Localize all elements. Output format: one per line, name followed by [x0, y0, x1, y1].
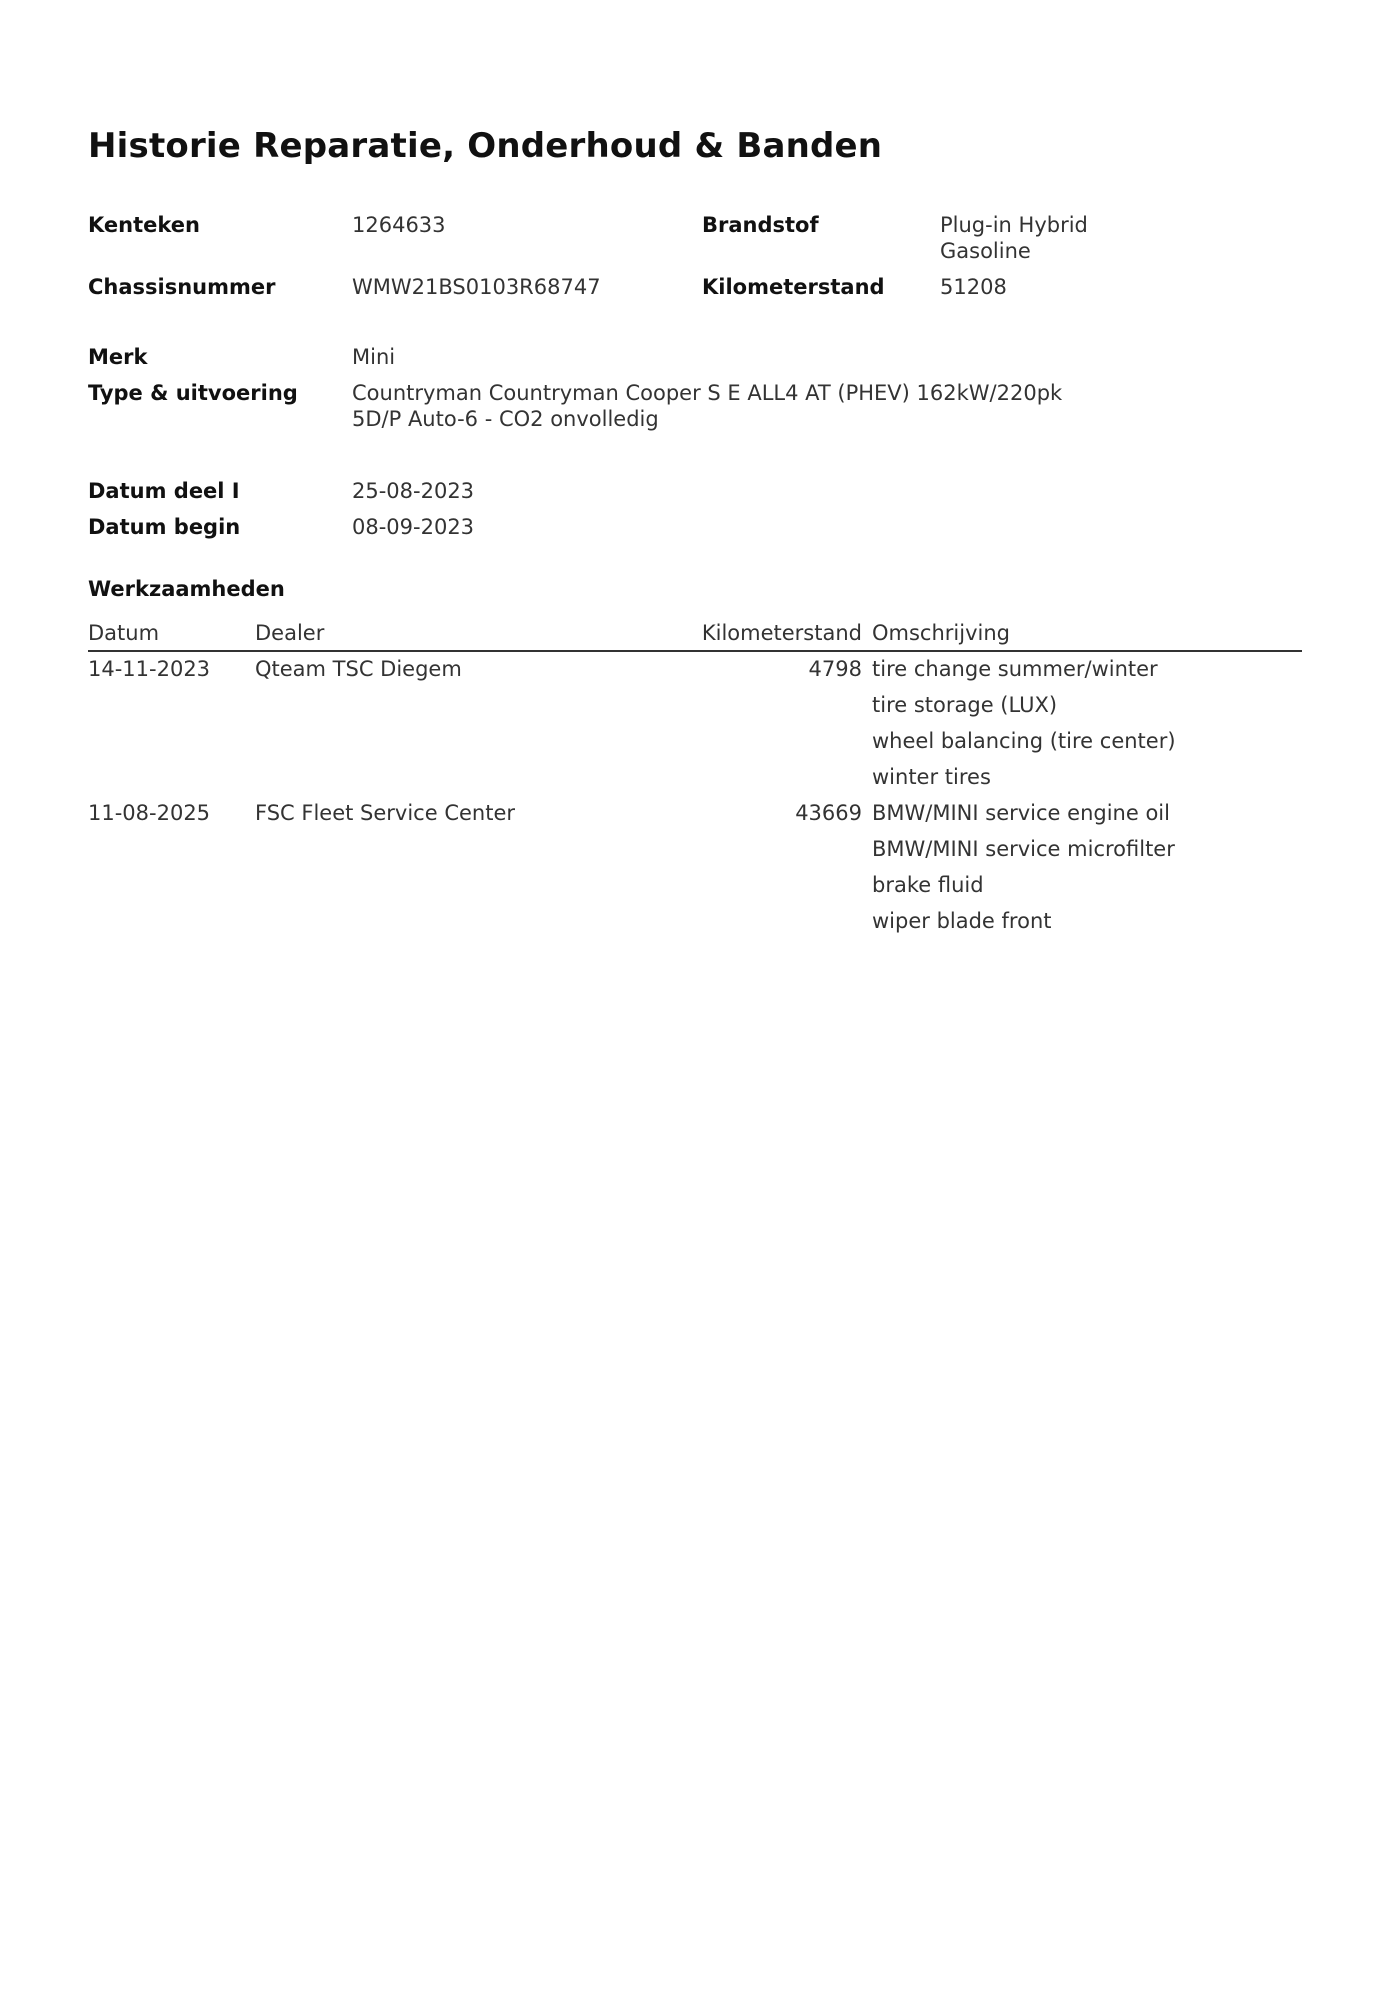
datum-begin-value: 08-09-2023	[352, 515, 475, 539]
omschrijving-item: tire change summer/winter	[872, 657, 1158, 681]
page-title: Historie Reparatie, Onderhoud & Banden	[88, 126, 883, 166]
row-kilometerstand: 43669	[795, 801, 862, 825]
kenteken-value: 1264633	[352, 213, 446, 237]
row-omschrijving	[872, 800, 1175, 944]
omschrijving-item: wiper blade front	[872, 909, 1052, 933]
row-dealer: Qteam TSC Diegem	[255, 657, 462, 681]
kilometerstand-label: Kilometerstand	[702, 275, 885, 299]
column-header-datum: Datum	[88, 621, 160, 645]
omschrijving-item: wheel balancing (tire center)	[872, 729, 1176, 753]
datum-deel-label: Datum deel I	[88, 479, 240, 503]
werkzaamheden-heading: Werkzaamheden	[88, 577, 285, 601]
row-omschrijving	[872, 656, 1176, 800]
omschrijving-item: winter tires	[872, 765, 991, 789]
brandstof-value-line2: Gasoline	[940, 239, 1031, 263]
row-kilometerstand: 4798	[808, 657, 862, 681]
omschrijving-item: brake fluid	[872, 873, 984, 897]
column-header-kilometerstand: Kilometerstand	[701, 621, 862, 645]
merk-label: Merk	[88, 345, 148, 369]
datum-begin-label: Datum begin	[88, 515, 241, 539]
omschrijving-item: tire storage (LUX)	[872, 693, 1058, 717]
datum-deel-value: 25-08-2023	[352, 479, 475, 503]
column-header-omschrijving: Omschrijving	[872, 621, 1010, 645]
kenteken-label: Kenteken	[88, 213, 200, 237]
omschrijving-item: BMW/MINI service engine oil	[872, 801, 1170, 825]
type-value-line1: Countryman Countryman Cooper S E ALL4 AT (PHEV) 162kW/220pk	[352, 381, 1063, 405]
type-value-line2: 5D/P Auto-6 - CO2 onvolledig	[352, 407, 659, 431]
chassisnummer-value: WMW21BS0103R68747	[352, 275, 601, 299]
merk-value: Mini	[352, 345, 396, 369]
omschrijving-item: BMW/MINI service microfilter	[872, 837, 1175, 861]
row-datum: 11-08-2025	[88, 801, 211, 825]
table-header	[88, 620, 1302, 652]
brandstof-label: Brandstof	[702, 213, 819, 237]
column-header-dealer: Dealer	[255, 621, 325, 645]
brandstof-value-line1: Plug-in Hybrid	[940, 213, 1088, 237]
chassisnummer-label: Chassisnummer	[88, 275, 276, 299]
row-datum: 14-11-2023	[88, 657, 211, 681]
kilometerstand-value: 51208	[940, 275, 1007, 299]
row-dealer: FSC Fleet Service Center	[255, 801, 516, 825]
type-label: Type & uitvoering	[88, 381, 298, 405]
